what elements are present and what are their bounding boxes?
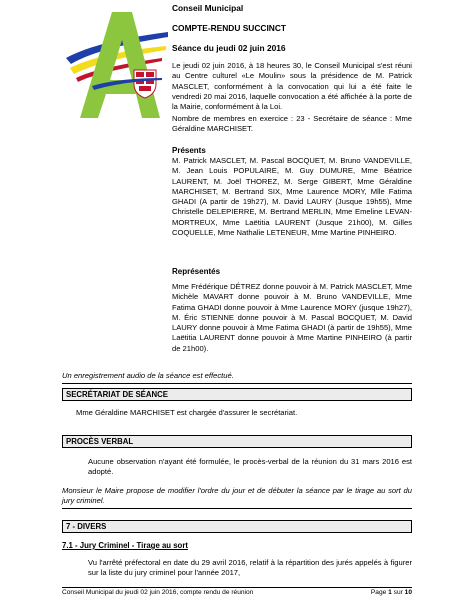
representes-list: Mme Frédérique DÉTREZ donne pouvoir à M. Patrick MASCLET, Mme Michèle MAVART donne pouvoir à M. Bruno VANDEVILLE, Mme Fatima GHADI donne pouvoir à Mme Laurence MORY (jusque 19h27), M. Éric STIENNE donne pouvoir à M. Pascal BOCQUET, M. David LAURY donne pouvoir à Mme Fatima GHADI (à partir de 19h55), Mme Laëtitia LAURENT donne pouvoir à Mme Martine PINHEIRO (à partir de 21h00). bbox=[172, 282, 412, 353]
members-line: Nombre de membres en exercice : 23 - Secrétaire de séance : Mme Géraldine MARCHISET. bbox=[172, 114, 412, 134]
section-secretariat-title: SECRÉTARIAT DE SÉANCE bbox=[62, 388, 412, 401]
intro-paragraph: Le jeudi 02 juin 2016, à 18 heures 30, le Conseil Municipal s'est réuni au Centre culturel «Le Moulin» sous la présidence de M. Patrick MASCLET, conformément à la convocation qui lui a été faite le vendredi 20 mai 2016, laquelle convocation a été affichée à la porte de la Mairie, conformément à la Loi. bbox=[172, 61, 412, 112]
municipal-logo bbox=[62, 6, 170, 128]
secretariat-text: Mme Géraldine MARCHISET est chargée d'assurer le secrétariat. bbox=[76, 408, 298, 417]
document-type: COMPTE-RENDU SUCCINCT bbox=[172, 23, 286, 33]
session-date: Séance du jeudi 02 juin 2016 bbox=[172, 43, 286, 53]
section-divers-title: 7 - DIVERS bbox=[62, 520, 412, 533]
subsection-jury-criminel: 7.1 - Jury Criminel - Tirage au sort bbox=[62, 541, 188, 550]
presents-heading: Présents bbox=[172, 146, 206, 155]
proces-verbal-text: Aucune observation n'ayant été formulée, le procès-verbal de la réunion du 31 mars 2016 est adopté. bbox=[88, 457, 412, 477]
presents-list: M. Patrick MASCLET, M. Pascal BOCQUET, M. Bruno VANDEVILLE, M. Jean Louis POPULAIRE, M. Guy DUMURE, Mme Béatrice LAURENT, M. Joël THOREZ, M. Serge GIBERT, Mme Géraldine MARCHISET, M. Bertrand SIX, Mme Laurence MORY, Mlle Fatima GHADI (A partir de 19h27), M. David LAURY (Jusque 19h55), Mme Christelle DELEPIERRE, M. Bertrand MERLIN, Mme Emeline LEVAN-MORTREUX, Mme Laëtitia LAURENT (Jusque 21h00), M. Gilles COQUELLE, Mme Nathalie LETENEUR, Mme Martine PINHEIRO. bbox=[172, 156, 412, 238]
page-total: 10 bbox=[404, 589, 412, 596]
footer-title: Conseil Municipal du jeudi 02 juin 2016, compte rendu de réunion bbox=[62, 589, 254, 596]
page-sep: sur bbox=[393, 589, 403, 596]
page-number bbox=[371, 589, 412, 597]
section-proces-verbal-title: PROCÈS VERBAL bbox=[62, 435, 412, 448]
divider bbox=[62, 383, 412, 384]
council-name: Conseil Municipal bbox=[172, 3, 244, 13]
audio-note: Un enregistrement audio de la séance est effectué. bbox=[62, 371, 234, 380]
representes-heading: Représentés bbox=[172, 267, 221, 276]
jury-text: Vu l'arrêté préfectoral en date du 29 avril 2016, relatif à la répartition des jurés appelés à figurer sur la liste du jury criminel pour l'année 2017, bbox=[88, 558, 412, 578]
agenda-change-note: Monsieur le Maire propose de modifier l'ordre du jour et de débuter la séance par le tirage au sort du jury criminel. bbox=[62, 486, 412, 506]
page-word: Page bbox=[370, 589, 387, 596]
footer-divider bbox=[62, 587, 412, 588]
page-current: 1 bbox=[388, 589, 392, 596]
divider bbox=[62, 508, 412, 509]
